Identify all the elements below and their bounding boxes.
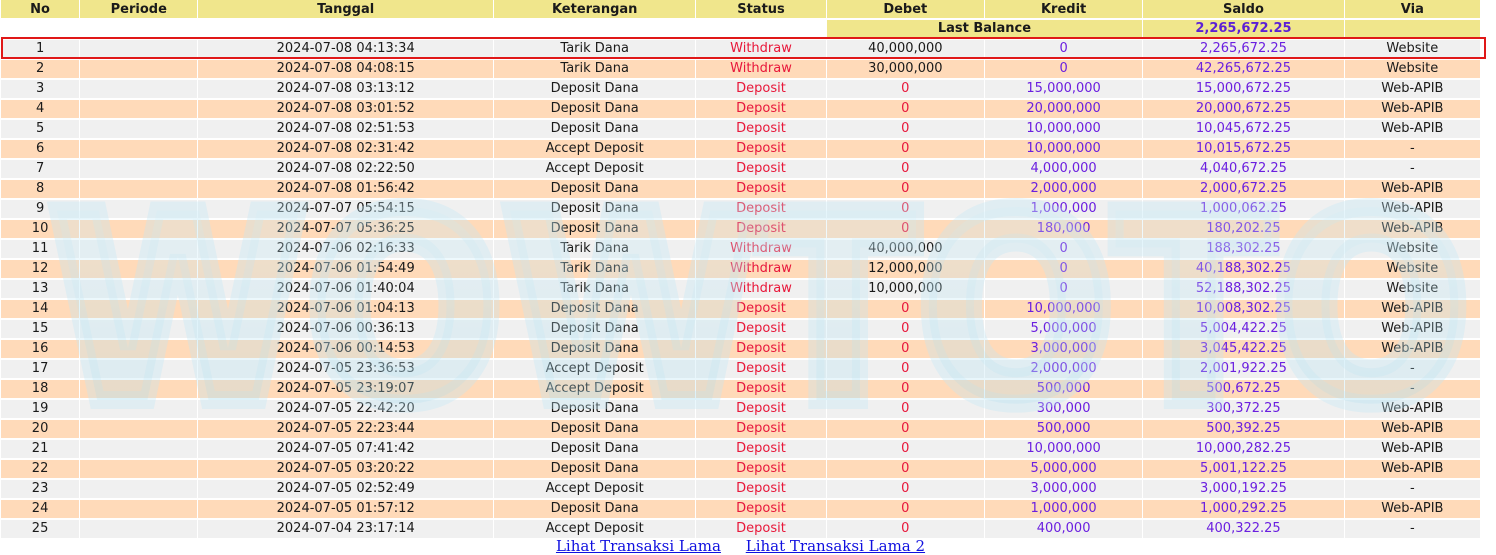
cell-no: 14 [1,300,79,320]
cell-tanggal: 2024-07-06 02:16:33 [198,240,493,260]
cell-tanggal: 2024-07-08 03:13:12 [198,80,493,100]
cell-periode [80,360,197,380]
cell-kredit: 20,000,000 [985,100,1142,120]
cell-via: - [1345,360,1480,380]
cell-no: 22 [1,460,79,480]
table-row[interactable] [1,100,1480,120]
cell-via: Web-APIB [1345,220,1480,240]
cell-no: 18 [1,380,79,400]
cell-keterangan: Deposit Dana [494,180,695,200]
cell-tanggal: 2024-07-08 02:22:50 [198,160,493,180]
cell-debet: 0 [827,220,984,240]
cell-kredit: 0 [985,40,1142,60]
table-row[interactable] [1,200,1480,220]
cell-saldo: 2,265,672.25 [1143,40,1343,60]
cell-saldo: 10,015,672.25 [1143,140,1343,160]
cell-tanggal: 2024-07-08 03:01:52 [198,100,493,120]
cell-debet: 0 [827,120,984,140]
older-transactions-page-2-link[interactable]: Lihat Transaksi Lama 2 [745,537,926,555]
cell-status: Withdraw [696,260,825,280]
cell-kredit: 5,000,000 [985,460,1142,480]
cell-debet: 0 [827,460,984,480]
cell-periode [80,460,197,480]
cell-via: Web-APIB [1345,500,1480,520]
cell-via: Web-APIB [1345,100,1480,120]
cell-keterangan: Tarik Dana [494,280,695,300]
cell-no: 10 [1,220,79,240]
cell-periode [80,100,197,120]
cell-status: Deposit [696,300,825,320]
cell-no: 5 [1,120,79,140]
table-row[interactable] [1,240,1480,260]
table-row[interactable] [1,80,1480,100]
pagination [0,537,1481,555]
cell-saldo: 300,372.25 [1143,400,1343,420]
cell-saldo: 400,322.25 [1143,520,1343,540]
cell-periode [80,300,197,320]
cell-debet: 0 [827,420,984,440]
cell-debet: 12,000,000 [827,260,984,280]
cell-debet: 0 [827,140,984,160]
cell-status: Deposit [696,440,825,460]
cell-periode [80,420,197,440]
cell-via: Web-APIB [1345,300,1480,320]
cell-tanggal: 2024-07-06 00:14:53 [198,340,493,360]
cell-saldo: 42,265,672.25 [1143,60,1343,80]
cell-kredit: 2,000,000 [985,360,1142,380]
cell-saldo: 188,302.25 [1143,240,1343,260]
cell-periode [80,80,197,100]
table-row[interactable] [1,420,1480,440]
cell-no: 1 [1,40,79,60]
cell-via: Web-APIB [1345,420,1480,440]
cell-saldo: 40,188,302.25 [1143,260,1343,280]
older-transactions-link[interactable]: Lihat Transaksi Lama [555,537,721,555]
cell-periode [80,320,197,340]
cell-tanggal: 2024-07-05 22:23:44 [198,420,493,440]
cell-kredit: 180,000 [985,220,1142,240]
cell-via: Web-APIB [1345,460,1480,480]
cell-status: Deposit [696,220,825,240]
cell-status: Deposit [696,100,825,120]
table-row[interactable] [1,260,1480,280]
cell-kredit: 0 [985,240,1142,260]
cell-debet: 0 [827,440,984,460]
cell-kredit: 2,000,000 [985,180,1142,200]
table-row[interactable] [1,360,1480,380]
cell-status: Deposit [696,520,825,540]
cell-status: Withdraw [696,60,825,80]
cell-periode [80,440,197,460]
cell-tanggal: 2024-07-05 01:57:12 [198,500,493,520]
last-balance-row [1,20,1480,40]
cell-no: 11 [1,240,79,260]
cell-status: Deposit [696,180,825,200]
column-header-kredit[interactable]: Kredit [985,0,1142,20]
cell-keterangan: Deposit Dana [494,460,695,480]
cell-no: 16 [1,340,79,360]
cell-periode [80,480,197,500]
table-row[interactable] [1,400,1480,420]
cell-periode [80,280,197,300]
cell-debet: 0 [827,300,984,320]
last-balance-value: 2,265,672.25 [1143,20,1343,40]
cell-periode [80,260,197,280]
cell-tanggal: 2024-07-07 05:36:25 [198,220,493,240]
cell-keterangan: Deposit Dana [494,340,695,360]
column-header-via[interactable]: Via [1345,0,1480,20]
cell-status: Deposit [696,480,825,500]
cell-status: Deposit [696,320,825,340]
cell-tanggal: 2024-07-06 01:40:04 [198,280,493,300]
cell-kredit: 15,000,000 [985,80,1142,100]
table-row[interactable] [1,320,1480,340]
cell-kredit: 500,000 [985,420,1142,440]
cell-saldo: 2,001,922.25 [1143,360,1343,380]
cell-debet: 0 [827,480,984,500]
cell-periode [80,220,197,240]
cell-periode [80,160,197,180]
cell-kredit: 10,000,000 [985,120,1142,140]
cell-saldo: 10,008,302.25 [1143,300,1343,320]
cell-saldo: 3,045,422.25 [1143,340,1343,360]
cell-kredit: 500,000 [985,380,1142,400]
cell-via: Web-APIB [1345,440,1480,460]
cell-keterangan: Deposit Dana [494,500,695,520]
cell-keterangan: Deposit Dana [494,400,695,420]
cell-status: Deposit [696,380,825,400]
cell-debet: 0 [827,520,984,540]
cell-tanggal: 2024-07-08 04:13:34 [198,40,493,60]
cell-status: Deposit [696,420,825,440]
cell-keterangan: Accept Deposit [494,520,695,540]
cell-no: 6 [1,140,79,160]
cell-status: Withdraw [696,240,825,260]
cell-keterangan: Tarik Dana [494,60,695,80]
cell-tanggal: 2024-07-08 02:31:42 [198,140,493,160]
cell-periode [80,380,197,400]
cell-tanggal: 2024-07-07 05:54:15 [198,200,493,220]
cell-via: Web-APIB [1345,320,1480,340]
cell-status: Withdraw [696,280,825,300]
cell-saldo: 5,004,422.25 [1143,320,1343,340]
cell-via: Website [1345,260,1480,280]
cell-no: 20 [1,420,79,440]
cell-status: Deposit [696,400,825,420]
cell-periode [80,120,197,140]
cell-debet: 0 [827,500,984,520]
cell-periode [80,500,197,520]
cell-no: 4 [1,100,79,120]
column-header-periode[interactable]: Periode [80,0,197,20]
cell-kredit: 0 [985,280,1142,300]
cell-no: 21 [1,440,79,460]
cell-no: 2 [1,60,79,80]
table-row[interactable] [1,220,1480,240]
cell-status: Withdraw [696,40,825,60]
cell-tanggal: 2024-07-08 02:51:53 [198,120,493,140]
table-row[interactable] [1,280,1480,300]
table-row[interactable] [1,180,1480,200]
cell-tanggal: 2024-07-05 23:36:53 [198,360,493,380]
cell-debet: 0 [827,160,984,180]
table-row[interactable] [1,500,1480,520]
column-header-status[interactable]: Status [696,0,825,20]
cell-kredit: 400,000 [985,520,1142,540]
cell-debet: 40,000,000 [827,40,984,60]
cell-debet: 40,000,000 [827,240,984,260]
cell-debet: 10,000,000 [827,280,984,300]
table-row[interactable] [1,440,1480,460]
watermark-outline: WOWTOTO [50,160,1470,462]
cell-keterangan: Accept Deposit [494,480,695,500]
cell-keterangan: Tarik Dana [494,240,695,260]
cell-tanggal: 2024-07-06 01:04:13 [198,300,493,320]
cell-via: - [1345,520,1480,540]
cell-debet: 30,000,000 [827,60,984,80]
cell-periode [80,240,197,260]
cell-kredit: 1,000,000 [985,500,1142,520]
cell-status: Deposit [696,80,825,100]
cell-no: 7 [1,160,79,180]
cell-saldo: 180,202.25 [1143,220,1343,240]
table-row[interactable] [1,120,1480,140]
cell-kredit: 3,000,000 [985,340,1142,360]
cell-via: - [1345,140,1480,160]
watermark-text: WOWTOTO [50,160,1470,462]
cell-tanggal: 2024-07-05 23:19:07 [198,380,493,400]
cell-status: Deposit [696,340,825,360]
cell-via: Website [1345,280,1480,300]
cell-via: Web-APIB [1345,180,1480,200]
cell-keterangan: Accept Deposit [494,380,695,400]
cell-no: 13 [1,280,79,300]
cell-saldo: 10,000,282.25 [1143,440,1343,460]
cell-debet: 0 [827,180,984,200]
cell-debet: 0 [827,100,984,120]
cell-no: 8 [1,180,79,200]
cell-saldo: 2,000,672.25 [1143,180,1343,200]
cell-via: Web-APIB [1345,400,1480,420]
cell-keterangan: Tarik Dana [494,40,695,60]
cell-kredit: 10,000,000 [985,300,1142,320]
cell-kredit: 10,000,000 [985,440,1142,460]
cell-debet: 0 [827,340,984,360]
cell-via: Website [1345,240,1480,260]
cell-keterangan: Deposit Dana [494,200,695,220]
cell-periode [80,400,197,420]
cell-tanggal: 2024-07-08 04:08:15 [198,60,493,80]
cell-via: Web-APIB [1345,120,1480,140]
cell-kredit: 300,000 [985,400,1142,420]
cell-tanggal: 2024-07-04 23:17:14 [198,520,493,540]
cell-via: - [1345,480,1480,500]
cell-kredit: 4,000,000 [985,160,1142,180]
cell-no: 15 [1,320,79,340]
cell-debet: 0 [827,380,984,400]
column-header-debet[interactable]: Debet [827,0,984,20]
table-row[interactable] [1,340,1480,360]
cell-saldo: 500,392.25 [1143,420,1343,440]
cell-saldo: 5,001,122.25 [1143,460,1343,480]
cell-via: - [1345,380,1480,400]
column-header-tanggal[interactable]: Tanggal [198,0,493,20]
cell-saldo: 1,000,292.25 [1143,500,1343,520]
cell-saldo: 1,000,062.25 [1143,200,1343,220]
cell-keterangan: Deposit Dana [494,440,695,460]
cell-via: Web-APIB [1345,340,1480,360]
cell-via: Website [1345,60,1480,80]
cell-status: Deposit [696,500,825,520]
cell-periode [80,140,197,160]
cell-keterangan: Deposit Dana [494,220,695,240]
cell-no: 25 [1,520,79,540]
cell-via: - [1345,160,1480,180]
cell-tanggal: 2024-07-05 07:41:42 [198,440,493,460]
cell-no: 24 [1,500,79,520]
column-header-keterangan[interactable]: Keterangan [494,0,695,20]
table-row[interactable] [1,60,1480,80]
cell-keterangan: Deposit Dana [494,420,695,440]
cell-no: 9 [1,200,79,220]
cell-debet: 0 [827,360,984,380]
last-balance-label: Last Balance [827,20,1143,40]
table-row[interactable] [1,460,1480,480]
cell-debet: 0 [827,80,984,100]
cell-saldo: 52,188,302.25 [1143,280,1343,300]
cell-no: 19 [1,400,79,420]
table-row[interactable] [1,300,1480,320]
cell-saldo: 3,000,192.25 [1143,480,1343,500]
cell-kredit: 3,000,000 [985,480,1142,500]
cell-no: 17 [1,360,79,380]
cell-saldo: 10,045,672.25 [1143,120,1343,140]
cell-periode [80,40,197,60]
cell-no: 23 [1,480,79,500]
cell-keterangan: Accept Deposit [494,160,695,180]
cell-kredit: 10,000,000 [985,140,1142,160]
cell-tanggal: 2024-07-05 02:52:49 [198,480,493,500]
cell-keterangan: Accept Deposit [494,140,695,160]
cell-status: Deposit [696,360,825,380]
cell-kredit: 0 [985,260,1142,280]
table-row[interactable] [1,40,1480,60]
cell-keterangan: Deposit Dana [494,320,695,340]
cell-status: Deposit [696,140,825,160]
cell-via: Website [1345,40,1480,60]
column-header-saldo[interactable]: Saldo [1143,0,1343,20]
cell-periode [80,340,197,360]
cell-tanggal: 2024-07-06 01:54:49 [198,260,493,280]
cell-keterangan: Deposit Dana [494,120,695,140]
cell-status: Deposit [696,200,825,220]
table-row[interactable] [1,380,1480,400]
cell-tanggal: 2024-07-06 00:36:13 [198,320,493,340]
cell-status: Deposit [696,160,825,180]
cell-saldo: 500,672.25 [1143,380,1343,400]
cell-via: Web-APIB [1345,200,1480,220]
cell-tanggal: 2024-07-05 22:42:20 [198,400,493,420]
cell-keterangan: Deposit Dana [494,80,695,100]
cell-periode [80,180,197,200]
cell-periode [80,60,197,80]
cell-saldo: 4,040,672.25 [1143,160,1343,180]
cell-keterangan: Tarik Dana [494,260,695,280]
table-body [1,20,1480,540]
table-row[interactable] [1,160,1480,180]
cell-kredit: 0 [985,60,1142,80]
cell-keterangan: Deposit Dana [494,300,695,320]
cell-no: 3 [1,80,79,100]
cell-periode [80,200,197,220]
column-header-no[interactable]: No [1,0,79,20]
table-row[interactable] [1,480,1480,500]
cell-debet: 0 [827,400,984,420]
cell-via: Web-APIB [1345,80,1480,100]
cell-kredit: 5,000,000 [985,320,1142,340]
cell-status: Deposit [696,460,825,480]
cell-debet: 0 [827,320,984,340]
cell-kredit: 1,000,000 [985,200,1142,220]
cell-tanggal: 2024-07-08 01:56:42 [198,180,493,200]
cell-status: Deposit [696,120,825,140]
table-header-row [1,0,1480,20]
cell-saldo: 15,000,672.25 [1143,80,1343,100]
cell-tanggal: 2024-07-05 03:20:22 [198,460,493,480]
cell-keterangan: Deposit Dana [494,100,695,120]
cell-no: 12 [1,260,79,280]
table-row[interactable] [1,140,1480,160]
cell-debet: 0 [827,200,984,220]
cell-keterangan: Accept Deposit [494,360,695,380]
cell-saldo: 20,000,672.25 [1143,100,1343,120]
